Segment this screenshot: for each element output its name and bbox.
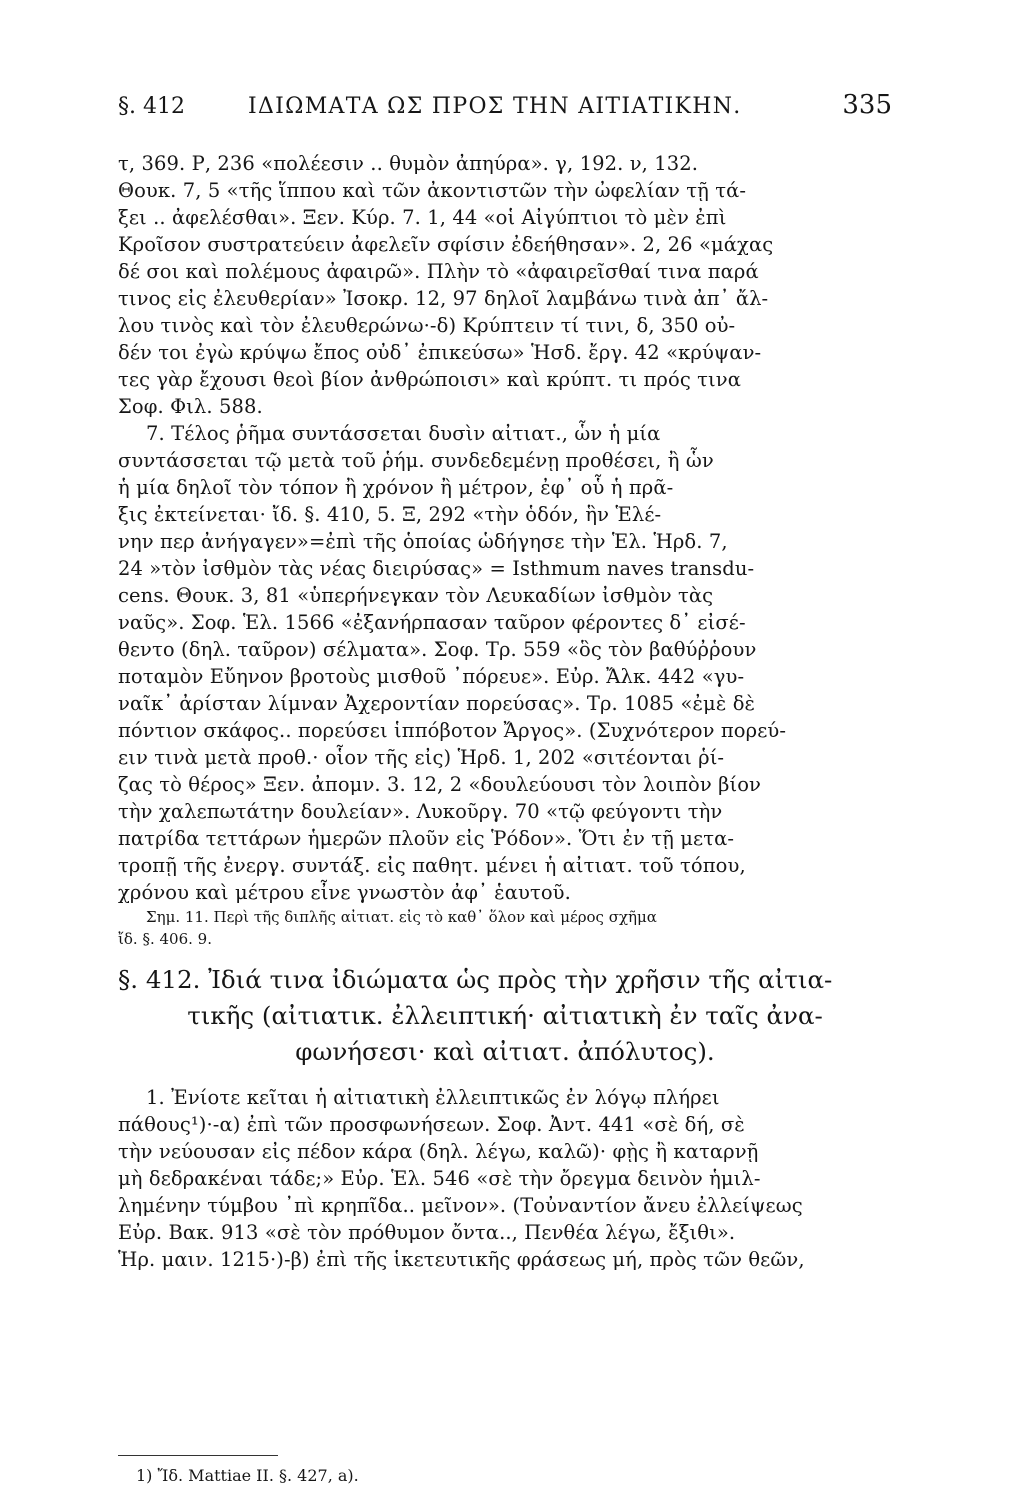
text-line: ξις ἐκτείνεται· ἴδ. §. 410, 5. Ξ, 292 «τὴν ὁδόν, ἣν Ἑλέ- — [118, 503, 662, 526]
text-line: ζας τὸ θέρος» Ξεν. ἀπομν. 3. 12, 2 «δουλεύουσι τὸν λοιπὸν βίον — [118, 773, 761, 796]
text-line: ειν τινὰ μετὰ προθ.· οἷον τῆς εἰς) Ἡρδ. 1, 202 «σιτέονται ῥί- — [118, 746, 725, 769]
text-line: πάθους¹)·-α) ἐπὶ τῶν προσφωνήσεων. Σοφ. Ἀντ. 441 «σὲ δή, σὲ — [118, 1113, 745, 1136]
text-line: Σοφ. Φιλ. 588. — [118, 395, 263, 418]
spacer — [118, 950, 892, 962]
footnote-rule — [118, 1455, 278, 1456]
text-line: ναῦς». Σοφ. Ἑλ. 1566 «ἐξανήρπασαν ταῦρον φέροντες δ᾽ εἰσέ- — [118, 611, 746, 634]
section-heading-line: φωνήσεσι· καὶ αἰτιατ. ἀπόλυτος). — [295, 1037, 715, 1066]
running-head — [118, 88, 892, 128]
text-line: Εὐρ. Βακ. 913 «σὲ τὸν πρόθυμον ὄντα.., Πενθέα λέγω, ἔξιθι». — [118, 1221, 736, 1244]
text-line: τὴν νεύουσαν εἰς πέδον κάρα (δηλ. λέγω, καλῶ)· φῂς ἢ καταρνῇ — [118, 1140, 759, 1163]
text-line: χρόνου καὶ μέτρου εἶνε γνωστὸν ἀφ᾽ ἑαυτοῦ. — [118, 881, 571, 904]
text-line: δέ σοι καὶ πολέμους ἀφαιρῶ». Πλὴν τὸ «ἀφαιρεῖσθαί τινα παρά — [118, 260, 759, 283]
text-line: ποταμὸν Εὔηνον βροτοὺς μισθοῦ ᾽πόρευε». Εὐρ. Ἄλκ. 442 «γυ- — [118, 665, 745, 688]
running-head-section: §. 412 — [118, 94, 185, 119]
text-line: λημένην τύμβου ᾽πὶ κρηπῖδα.. μεῖνον». (Τοὐναντίον ἄνευ ἐλλείψεως — [118, 1194, 803, 1217]
text-line: Κροῖσον συστρατεύειν ἀφελεῖν σφίσιν ἐδεήθησαν». 2, 26 «μάχας — [118, 233, 774, 256]
text-line: Ἡρ. μαιν. 1215·)-β) ἐπὶ τῆς ἱκετευτικῆς φράσεως μή, πρὸς τῶν θεῶν, — [118, 1248, 805, 1271]
text-line: ναῖκ᾽ ἀρίσταν λίμναν Ἀχεροντίαν πορεύσας». Τρ. 1085 «ἐμὲ δὲ — [118, 692, 756, 715]
note-line: Σημ. 11. Περὶ τῆς διπλῆς αἰτιατ. εἰς τὸ καθ᾽ ὅλον καὶ μέρος σχῆμα — [146, 908, 657, 926]
text-line: 7. Τέλος ῥῆμα συντάσσεται δυσὶν αἰτιατ., ὧν ἡ μία — [146, 422, 661, 445]
spacer — [118, 1070, 892, 1084]
text-line: θεντο (δηλ. ταῦρον) σέλματα». Σοφ. Τρ. 559 «ὃς τὸν βαθύῤῥουν — [118, 638, 757, 661]
text-line: τινος εἰς ἐλευθερίαν» Ἰσοκρ. 12, 97 δηλοῖ λαμβάνω τινὰ ἀπ᾽ ἄλ- — [118, 287, 769, 310]
text-line: μὴ δεδρακέναι τάδε;» Εὐρ. Ἑλ. 546 «σὲ τὴν ὄρεγμα δεινὸν ἡμιλ- — [118, 1167, 761, 1190]
text-line: ἡ μία δηλοῖ τὸν τόπον ἢ χρόνον ἢ μέτρον, ἐφ᾽ οὗ ἡ πρᾶ- — [118, 476, 674, 499]
section-heading-line: §. 412. Ἰδιά τινα ἰδιώματα ὡς πρὸς τὴν χρῆσιν τῆς αἰτια- — [118, 965, 833, 994]
text-line: τ, 369. Ρ, 236 «πολέεσιν .. θυμὸν ἀπηύρα». γ, 192. ν, 132. — [118, 152, 699, 175]
text-line: πατρίδα τεττάρων ἡμερῶν πλοῦν εἰς Ῥόδον». Ὅτι ἐν τῇ μετα- — [118, 827, 735, 850]
page-number: 335 — [842, 90, 892, 120]
note-line: ἴδ. §. 406. 9. — [118, 930, 212, 948]
text-line: συντάσσεται τῷ μετὰ τοῦ ῥήμ. συνδεδεμένῃ προθέσει, ἢ ὧν — [118, 449, 714, 472]
text-line: Θουκ. 7, 5 «τῆς ἵππου καὶ τῶν ἀκοντιστῶν τὴν ὠφελίαν τῇ τά- — [118, 179, 747, 202]
body-text — [118, 150, 892, 1273]
text-line: πόντιον σκάφος.. πορεύσει ἱππόβοτον Ἄργος». (Συχνότερον πορεύ- — [118, 719, 787, 742]
footnote: 1) Ἴδ. Mattiae II. §. 427, a). — [136, 1466, 359, 1485]
text-line: δέν τοι ἐγὼ κρύψω ἔπος οὐδ᾽ ἐπικεύσω» Ἡσδ. ἔργ. 42 «κρύψαν- — [118, 341, 762, 364]
running-head-title: ΙΔΙΩΜΑΤΑ ΩΣ ΠΡΟΣ ΤΗΝ ΑΙΤΙΑΤΙΚΗΝ. — [248, 94, 742, 119]
text-line: ξει .. ἀφελέσθαι». Ξεν. Κύρ. 7. 1, 44 «οἱ Αἰγύπτιοι τὸ μὲν ἐπὶ — [118, 206, 727, 229]
text-line: τὴν χαλεπωτάτην δουλείαν». Λυκοῦργ. 70 «τῷ φεύγοντι τὴν — [118, 800, 723, 823]
text-line: τες γὰρ ἔχουσι θεοὶ βίον ἀνθρώποισι» καὶ κρύπτ. τι πρός τινα — [118, 368, 742, 391]
text-line: 24 »τὸν ἰσθμὸν τὰς νέας διειρύσας» = Isthmum naves transdu- — [118, 557, 755, 580]
text-line: τροπῇ τῆς ἐνεργ. συντάξ. εἰς παθητ. μένει ἡ αἰτιατ. τοῦ τόπου, — [118, 854, 746, 877]
text-line: λου τινὸς καὶ τὸν ἐλευθερώνω·-δ) Κρύπτειν τί τινι, δ, 350 οὐ- — [118, 314, 736, 337]
text-line: cens. Θουκ. 3, 81 «ὑπερήνεγκαν τὸν Λευκαδίων ἰσθμὸν τὰς — [118, 584, 714, 607]
section-heading-line: τικῆς (αἰτιατικ. ἐλλειπτική· αἰτιατικὴ ἐν ταῖς ἀνα- — [187, 1001, 823, 1030]
text-line: 1. Ἐνίοτε κεῖται ἡ αἰτιατικὴ ἐλλειπτικῶς ἐν λόγῳ πλήρει — [146, 1086, 720, 1109]
text-line: νην περ ἀνήγαγεν»=ἐπὶ τῆς ὁποίας ὡδήγησε τὴν Ἑλ. Ἡρδ. 7, — [118, 530, 728, 553]
